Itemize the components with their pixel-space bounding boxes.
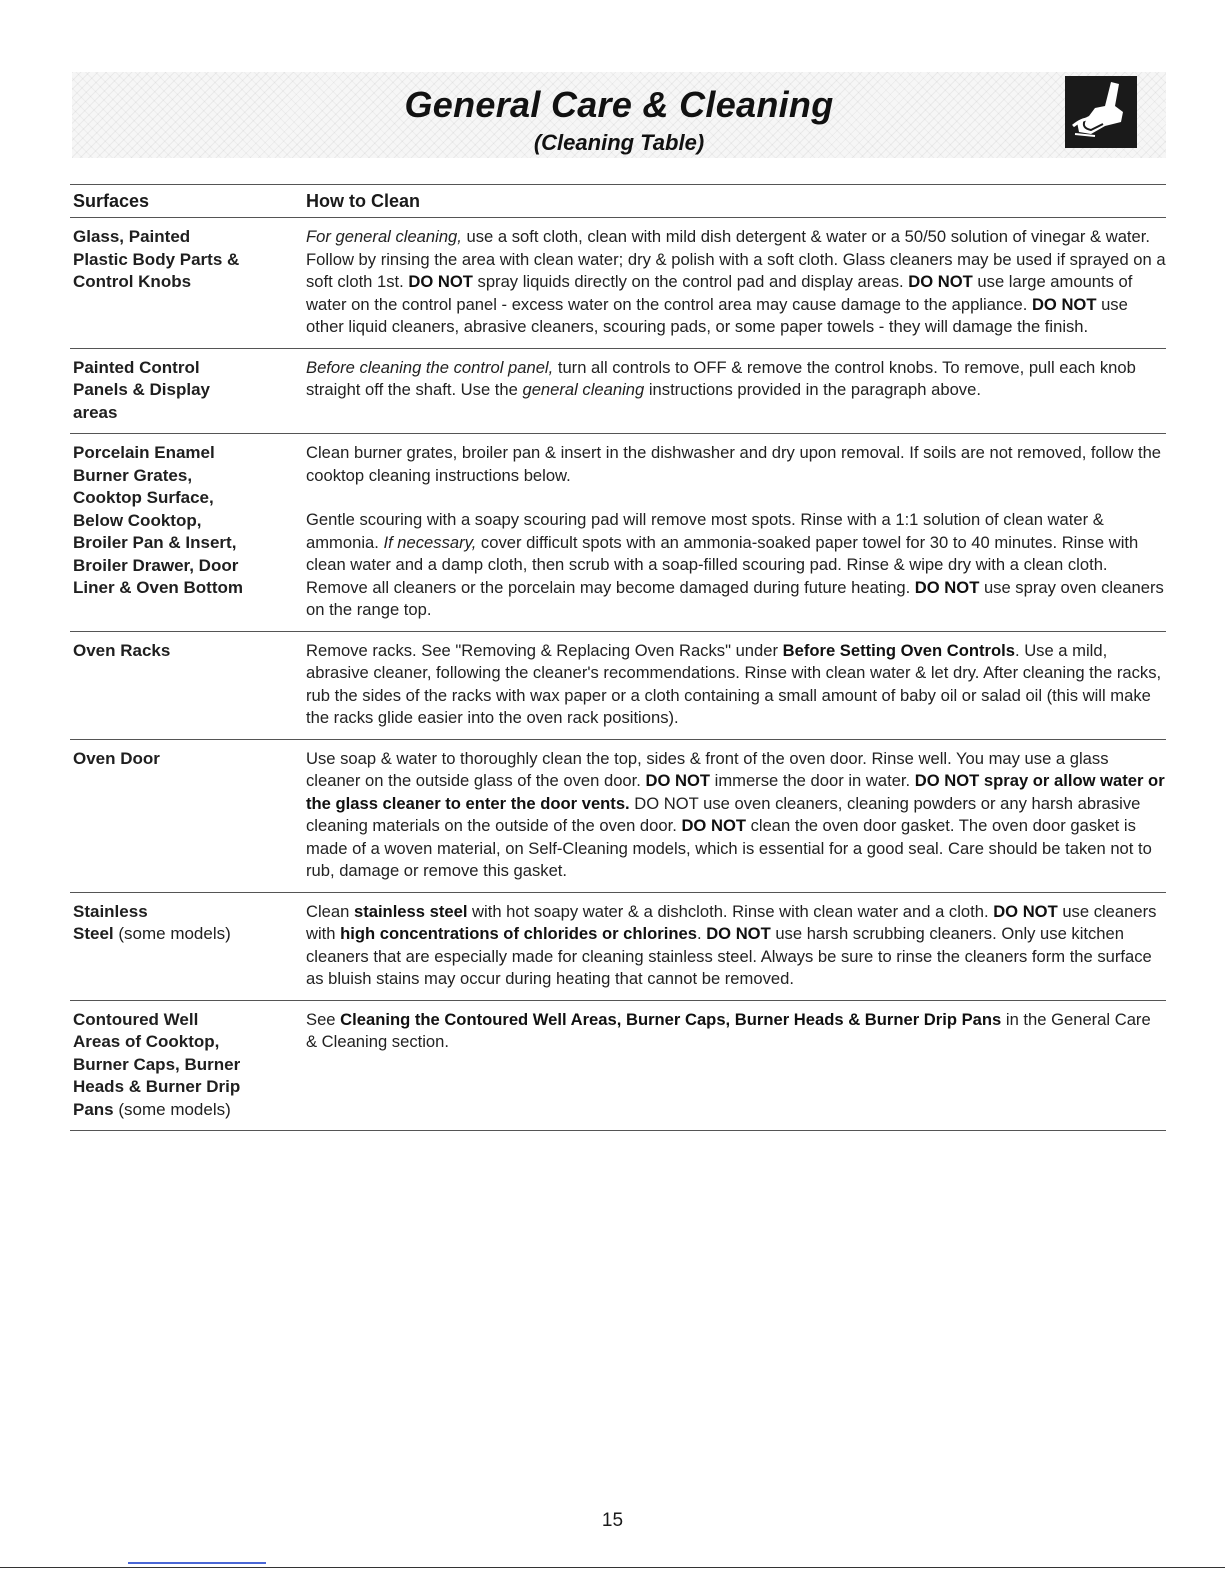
text-run: See: [306, 1009, 341, 1029]
instruction-paragraph: [306, 640, 1166, 730]
emphasis-bold: DO NOT: [706, 924, 771, 943]
emphasis-bold: Before Setting Oven Controls: [782, 640, 1015, 660]
surface-line: Below Cooktop,: [73, 510, 202, 530]
instruction-paragraph: [306, 901, 1166, 991]
cleaning-hand-icon: [1065, 76, 1137, 148]
text-run: use large amounts of water on the control panel - excess water on the control area may cause damage to the appliance.: [306, 272, 1133, 314]
cleaning-instructions: [306, 442, 1166, 622]
surface-line: Plastic Body Parts &: [73, 249, 240, 269]
text-run: use spray oven cleaners on the range top.: [306, 577, 1164, 619]
text-run: immerse the door in water.: [710, 771, 915, 790]
instruction-paragraph: [306, 357, 1166, 402]
surface-note: (some models): [113, 924, 231, 943]
table-row: [70, 1001, 1166, 1132]
text-run: in the General Care & Cleaning section.: [306, 1009, 1151, 1051]
emphasis-italic: Before cleaning the control panel,: [306, 357, 554, 377]
cleaning-instructions: [306, 640, 1166, 730]
text-run: with hot soapy water & a dishcloth. Rinse with clean water and a cloth.: [467, 901, 994, 921]
emphasis-bold: DO NOT: [908, 272, 973, 291]
cleaning-instructions: [306, 357, 1166, 425]
table-row: [70, 218, 1166, 349]
footer-divider: [0, 1567, 1225, 1568]
instruction-paragraph: [306, 1009, 1166, 1054]
surface-line: Contoured Well: [73, 1009, 199, 1029]
table-header: [70, 184, 1166, 218]
text-run: Use soap & water to thoroughly clean the top, sides & front of the oven door. Rinse well. You may use a glass cleaner on the outside glass of the oven door.: [306, 748, 1109, 790]
surface-line: Pans: [73, 1099, 114, 1119]
surface-name: [70, 1009, 306, 1122]
emphasis-bold: DO NOT: [645, 771, 711, 790]
surface-line: Burner Caps, Burner: [73, 1054, 241, 1074]
text-run: clean the oven door gasket. The oven door gasket is made of a woven material, on Self-Cleaning models, which is essential for a good seal. Care should be taken not to rub, damage or remove this gasket.: [306, 816, 1152, 880]
surface-line: Painted Control: [73, 357, 200, 377]
emphasis-italic: If necessary,: [383, 532, 477, 552]
emphasis-bold: DO NOT: [1031, 294, 1097, 314]
surface-line: Heads & Burner Drip: [73, 1077, 241, 1096]
text-run: turn all controls to OFF & remove the control knobs. To remove, pull each knob straight off the shaft. Use the: [306, 357, 1136, 399]
text-run: use a soft cloth, clean with mild dish detergent & water or a 50/50 solution of vinegar & water. Follow by rinsing the area with clean water; dry & polish with a soft cloth. Glass cleaners may be used if sprayed on a soft cloth 1st.: [306, 227, 1166, 291]
surface-name: [70, 226, 306, 339]
text-run: Gentle scouring with a soapy scouring pad will remove most spots. Rinse with a 1:1 solution of clean water & ammonia.: [306, 510, 1104, 552]
page-title: General Care & Cleaning: [404, 84, 834, 125]
cleaning-instructions: [306, 226, 1166, 339]
text-run: instructions provided in the paragraph above.: [644, 380, 981, 399]
cleaning-instructions: [306, 901, 1166, 991]
text-run: use other liquid cleaners, abrasive cleaners, scouring pads, or some paper towels - they will damage the finish.: [306, 294, 1128, 336]
instruction-paragraph: [306, 442, 1166, 487]
surface-line: Burner Grates,: [73, 465, 193, 485]
surface-line: Control Knobs: [73, 272, 192, 291]
surface-line: areas: [73, 402, 118, 422]
text-run: use harsh scrubbing cleaners. Only use kitchen cleaners that are especially made for cleaning stainless steel. Always be sure to rinse the cleaners form the surface as bluish stains may occur during heating that cannot be removed.: [306, 924, 1152, 988]
column-header-surfaces: Surfaces: [73, 191, 150, 211]
cleaning-instructions: [306, 1009, 1166, 1122]
emphasis-bold: DO NOT: [408, 272, 473, 291]
table-row: [70, 349, 1166, 435]
surface-name: [70, 901, 306, 991]
surface-name: [70, 748, 306, 883]
surface-line: Areas of Cooktop,: [73, 1032, 220, 1051]
emphasis-bold: DO NOT: [914, 577, 980, 597]
page-number: 15: [601, 1510, 624, 1531]
emphasis-bold: DO NOT spray or allow water or the glass cleaner to enter the door vents.: [306, 771, 1165, 813]
surface-line: Stainless: [73, 901, 148, 921]
table-row: [70, 893, 1166, 1001]
instruction-paragraph: [306, 748, 1166, 883]
emphasis-bold: high concentrations of chlorides or chlorines: [340, 924, 697, 943]
surface-line: Broiler Pan & Insert,: [73, 533, 237, 552]
surface-line: Oven Door: [73, 748, 160, 768]
text-run: Clean: [306, 901, 354, 921]
table-body: [70, 218, 1166, 1131]
footer-link-underline: [128, 1562, 266, 1564]
surface-line: Steel: [73, 924, 114, 943]
text-run: use cleaners with: [306, 901, 1157, 943]
emphasis-italic: general cleaning: [522, 380, 645, 399]
table-row: [70, 632, 1166, 740]
cleaning-table: [70, 184, 1166, 1131]
emphasis-italic: For general cleaning,: [306, 227, 462, 246]
surface-line: Porcelain Enamel: [73, 443, 215, 462]
text-run: Clean burner grates, broiler pan & insert in the dishwasher and dry upon removal. If soils are not removed, follow the cooktop cleaning instructions below.: [306, 443, 1162, 485]
surface-name: [70, 640, 306, 730]
surface-name: [70, 442, 306, 622]
cleaning-instructions: [306, 748, 1166, 883]
table-row: [70, 740, 1166, 893]
text-run: Remove racks. See "Removing & Replacing Oven Racks" under: [306, 640, 783, 660]
surface-note: (some models): [113, 1099, 231, 1119]
column-header-how-to-clean: How to Clean: [306, 191, 421, 211]
emphasis-bold: DO NOT: [681, 816, 746, 835]
emphasis-bold: DO NOT: [993, 901, 1058, 921]
surface-line: Broiler Drawer, Door: [73, 555, 239, 575]
table-row: [70, 434, 1166, 632]
section-banner: [72, 72, 1166, 158]
instruction-paragraph: [306, 509, 1166, 622]
surface-line: Panels & Display: [73, 380, 211, 399]
page-subtitle: (Cleaning Table): [533, 130, 705, 155]
emphasis-bold: stainless steel: [353, 901, 468, 921]
surface-name: [70, 357, 306, 425]
instruction-paragraph: [306, 226, 1166, 339]
text-run: spray liquids directly on the control pad and display areas.: [472, 272, 909, 291]
emphasis-bold: Cleaning the Contoured Well Areas, Burner Caps, Burner Heads & Burner Drip Pans: [340, 1009, 1002, 1029]
surface-line: Cooktop Surface,: [73, 488, 214, 507]
text-run: . Use a mild, abrasive cleaner, following the cleaner's recommendations. Rinse with clean water & let dry. After cleaning the racks, rub the sides of the racks with wax paper or a cloth containing a small amount of baby oil or salad oil (this will make the racks glide easier into the oven rack positions).: [306, 640, 1162, 727]
surface-line: Liner & Oven Bottom: [73, 578, 244, 597]
text-run: .: [696, 924, 707, 943]
text-run: DO NOT use oven cleaners, cleaning powders or any harsh abrasive cleaning materials on the outside of the oven door.: [306, 793, 1141, 835]
surface-line: Glass, Painted: [73, 227, 191, 246]
surface-line: Oven Racks: [73, 640, 171, 660]
text-run: cover difficult spots with an ammonia-soaked paper towel for 30 to 40 minutes. Rinse with clean water and a damp cloth, then scrub with a soap-filled scouring pad. Rinse & wipe dry with a clean cloth. Remove all cleaners or the porcelain may become damaged during future heating.: [306, 532, 1139, 597]
